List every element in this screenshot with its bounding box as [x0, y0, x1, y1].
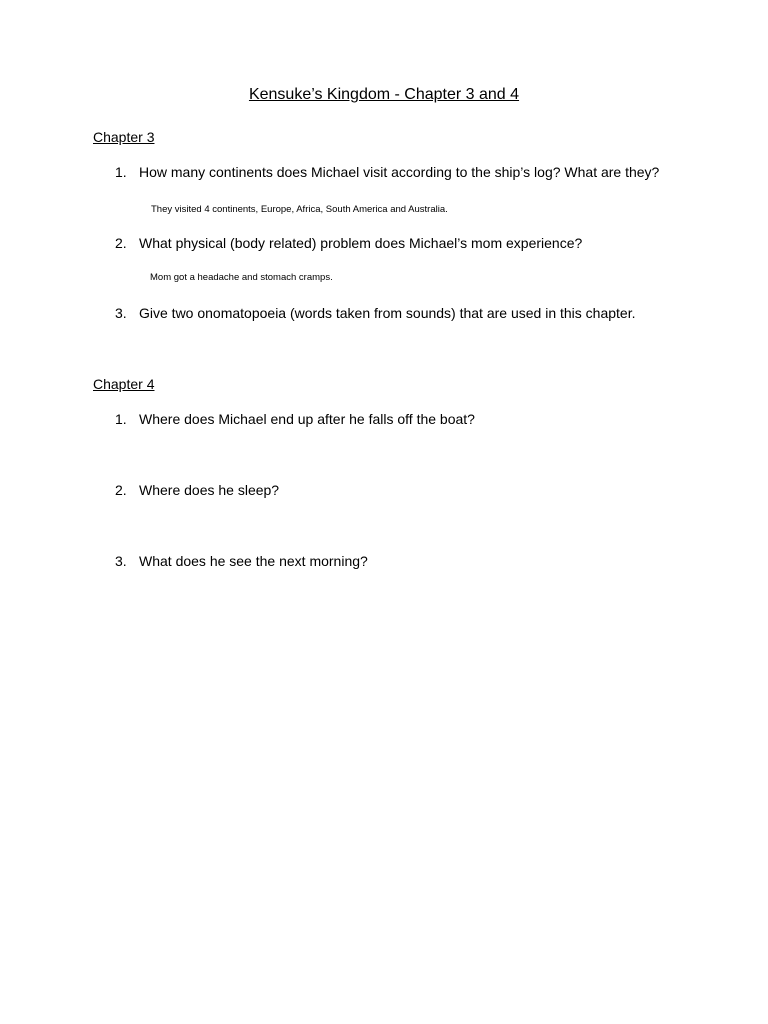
chapter-3-question-2: [115, 235, 582, 251]
chapter-3-answer-2: Mom got a headache and stomach cramps.: [150, 272, 333, 283]
question-text: Give two onomatopoeia (words taken from sounds) that are used in this chapter.: [139, 305, 636, 321]
chapter-4-heading: Chapter 4: [93, 376, 155, 392]
question-text: What physical (body related) problem does Michael’s mom experience?: [139, 235, 583, 251]
question-number: 3.: [115, 305, 127, 321]
chapter-4-question-3: [115, 553, 368, 569]
question-number: 3.: [115, 553, 127, 569]
chapter-3-question-3: [115, 305, 636, 321]
question-number: 2.: [115, 235, 127, 251]
question-number: 2.: [115, 482, 127, 498]
question-text: Where does he sleep?: [139, 482, 280, 498]
chapter-4-question-2: [115, 482, 279, 498]
question-number: 1.: [115, 411, 127, 427]
chapter-3-question-1: [115, 164, 659, 180]
document-title: Kensuke’s Kingdom - Chapter 3 and 4: [248, 86, 520, 103]
chapter-3-answer-1: They visited 4 continents, Europe, Africa, South America and Australia.: [151, 204, 448, 215]
chapter-4-question-1: [115, 411, 475, 427]
chapter-3-heading: Chapter 3: [93, 129, 155, 145]
question-text: How many continents does Michael visit according to the ship’s log? What are they?: [139, 164, 660, 180]
question-text: Where does Michael end up after he falls off the boat?: [139, 411, 475, 427]
question-text: What does he see the next morning?: [139, 553, 368, 569]
question-number: 1.: [115, 164, 127, 180]
